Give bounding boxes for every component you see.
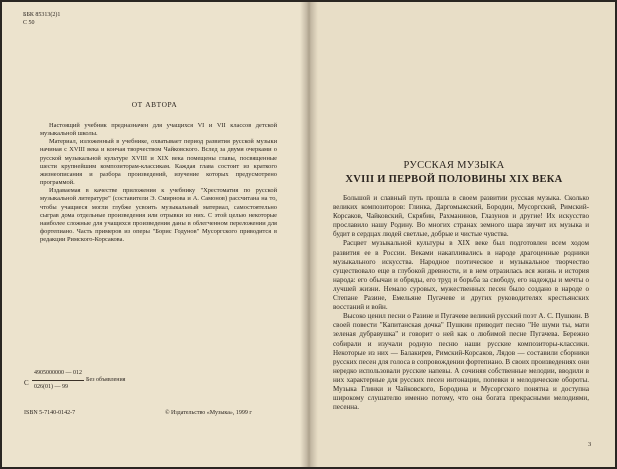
preface-paragraph-3: Издаваемая в качестве приложения к учебнику "Хрестоматия по русской музыкальной литературе" (составители Э. Смирнова и А. Самонов) рассчитана на то, чтобы учащиеся могли глубже усвоить музыкальный материал, самостоятельно сыграв дома отдельные произведения или отрывки из них. С этой целью некоторые наиболее сложные для учащихся произведения даны в облегченном переложении для фортепиано. Часть примеров из оперы "Борис Годунов" Мусоргского приводится в редакции Римского-Корсакова.	[40, 187, 277, 244]
book-gutter	[300, 2, 318, 467]
book-spread	[2, 2, 615, 467]
catalog-code: ББК 85313(2)1	[23, 12, 61, 18]
bib-top: 4905000000 — 012	[34, 370, 82, 376]
preface-heading: ОТ АВТОРА	[131, 100, 178, 109]
bib-note: Без объявления	[86, 377, 126, 383]
isbn: ISBN 5-7140-0142-7	[24, 410, 76, 416]
bib-bottom: 026(01) — 99	[34, 384, 68, 390]
page-number: 3	[588, 441, 592, 448]
catalog-index: С 50	[23, 20, 35, 26]
chapter-paragraph-3: Высоко ценил песни о Разине и Пугачеве великий русский поэт А. С. Пушкин. В своей повести "Капитанская дочка" Пушкин приводит песню "Не шуми ты, мати зеленая дубравушка" и говорит о ней как о любимой песне Пугачева. Бережно собирали и изучали родную песню наши русские композиторы-классики. Некоторые из них — Балакирев, Римский-Корсаков, Лядов — составили сборники русских песен для голоса в сопровождении фортепиано. В своих произведениях они нередко использовали русские напевы. А сочиняя собственные мелодии, вводили в них характерные для русских песен интонации, попевки и мелодические обороты. Музыка Глинки и Чайковского, Бородина и Мусоргского понятна и доступна широкому слушателю именно потому, что она богата прекрасными мелодиями, песенна.	[333, 312, 589, 412]
right-page	[309, 2, 615, 467]
bib-letter: С	[24, 379, 29, 387]
chapter-title-line-1: РУССКАЯ МУЗЫКА	[403, 160, 505, 171]
chapter-paragraph-2: Расцвет музыкальной культуры в XIX веке был подготовлен всем ходом развития ее в России. Веками накапливались в народе драгоценные родники музыкального искусства. Народное поэтическое и музыкальное творчество существовало еще в глубокой древности, и в нем отразилась вся жизнь и история народа: его обычаи и обряды, его труд и борьба за свободу, его надежды и мечты о лучшей жизни. Немало суровых, мужественных песен было создано в народе о Степане Разине, Емельяне Пугачеве и других руководителях крестьянских восстаний и войн.	[333, 239, 589, 312]
copyright: © Издательство «Музыка», 1999 г	[165, 410, 252, 416]
left-page	[2, 2, 307, 467]
preface-paragraph-2: Материал, изложенный в учебнике, охватывает период развития русской музыки начиная с XVIII века и кончая творчеством Чайковского. Вслед за двумя очерками о русской музыкальной культуре XVIII и XIX века помещены главы, посвященные шести крупнейшим композиторам-классикам. Каждая глава состоит из краткого жизнеописания и разбора произведений, изучение которых предусмотрено программой.	[40, 138, 277, 187]
bib-fraction-line	[32, 380, 84, 381]
preface-text	[40, 122, 277, 244]
preface-paragraph-1: Настоящий учебник предназначен для учащихся VI и VII классов детской музыкальной школы.	[40, 122, 277, 138]
chapter-title-line-2: XVIII И ПЕРВОЙ ПОЛОВИНЫ XIX ВЕКА	[345, 174, 563, 185]
chapter-text	[333, 194, 589, 412]
chapter-paragraph-1: Большой и славный путь прошла в своем развитии русская музыка. Сколько великих композиторов: Глинка, Даргомыжский, Бородин, Мусоргский, Римский-Корсаков, Чайковский, Скрябин, Рахманинов, Глазунов и другие! Их искусство прославило нашу Родину. Во многих странах земного шара звучит их музыка и будит в сердцах людей светлые, добрые и чистые чувства.	[333, 194, 589, 239]
